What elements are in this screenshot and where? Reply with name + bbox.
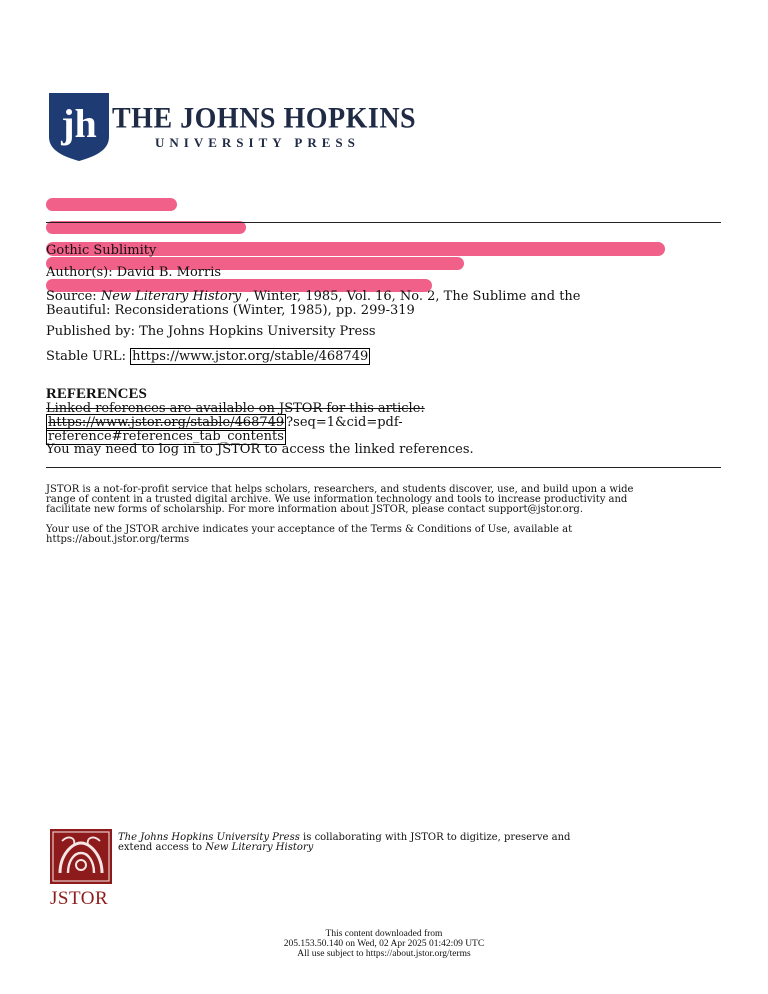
jhu-shield-logo	[49, 93, 109, 165]
stable-url-line	[46, 349, 370, 364]
footer-ip-timestamp: 205.153.50.140 on Wed, 02 Apr 2025 01:42:09 UTC	[283, 939, 485, 949]
references-intro: Linked references are available on JSTOR for this article:	[46, 401, 425, 416]
notice-p2-line2: https://about.jstor.org/terms	[46, 534, 190, 545]
article-author: Author(s): David B. Morris	[46, 265, 222, 280]
stable-url-label: Stable URL:	[46, 349, 131, 364]
references-link-cont[interactable]: reference#references_tab_contents	[48, 429, 284, 444]
published-by: Published by: The Johns Hopkins University Press	[46, 324, 376, 339]
references-link-rest: ?seq=1&cid=pdf-	[286, 415, 403, 430]
redaction-mark	[46, 198, 177, 211]
collaboration-journal: New Literary History	[205, 842, 314, 853]
notice-divider	[46, 467, 721, 468]
notice-p1-line3: facilitate new forms of scholarship. For more information about JSTOR, please contact support@jstor.org.	[46, 504, 583, 515]
source-details: , Winter, 1985, Vol. 16, No. 2, The Sublime and the	[241, 289, 581, 304]
source-journal: New Literary History	[100, 289, 242, 304]
source-label: Source:	[46, 289, 101, 304]
publisher-subtitle: UNIVERSITY PRESS	[155, 135, 360, 150]
footer-download-note: This content downloaded from	[325, 929, 443, 939]
notice-p2-line1: Your use of the JSTOR archive indicates your acceptance of the Terms & Conditions of Use, available at	[46, 524, 573, 535]
collaboration-line-2	[118, 842, 313, 854]
footer-terms: All use subject to https://about.jstor.org/terms	[297, 949, 471, 959]
notice-p1-line2: range of content in a trusted digital archive. We use information technology and tools to increase productivity and	[46, 494, 628, 505]
collaboration-text-2: extend access to	[118, 842, 206, 853]
references-note: You may need to log in to JSTOR to access the linked references.	[46, 442, 474, 457]
jhu-shield-icon	[49, 93, 109, 161]
publisher-name: THE JOHNS HOPKINS	[112, 102, 417, 135]
references-link[interactable]: https://www.jstor.org/stable/468749	[48, 415, 285, 430]
stable-url-link[interactable]: https://www.jstor.org/stable/468749	[132, 349, 369, 364]
jhu-monogram: jh	[61, 101, 97, 146]
collaboration-publisher: The Johns Hopkins University Press	[118, 832, 300, 843]
references-heading: REFERENCES	[46, 386, 147, 402]
jstor-emblem-icon	[50, 829, 112, 884]
article-source	[46, 289, 581, 304]
article-title: Gothic Sublimity	[46, 243, 157, 258]
header-divider	[46, 222, 721, 223]
collaboration-text: is collaborating with JSTOR to digitize, preserve and	[299, 832, 571, 843]
article-source-cont: Beautiful: Reconsiderations (Winter, 1985), pp. 299-319	[46, 303, 415, 318]
jstor-wordmark: JSTOR	[50, 888, 109, 909]
notice-p1-line1: JSTOR is a not-for-profit service that helps scholars, researchers, and students discover, use, and build upon a wide	[46, 484, 634, 495]
